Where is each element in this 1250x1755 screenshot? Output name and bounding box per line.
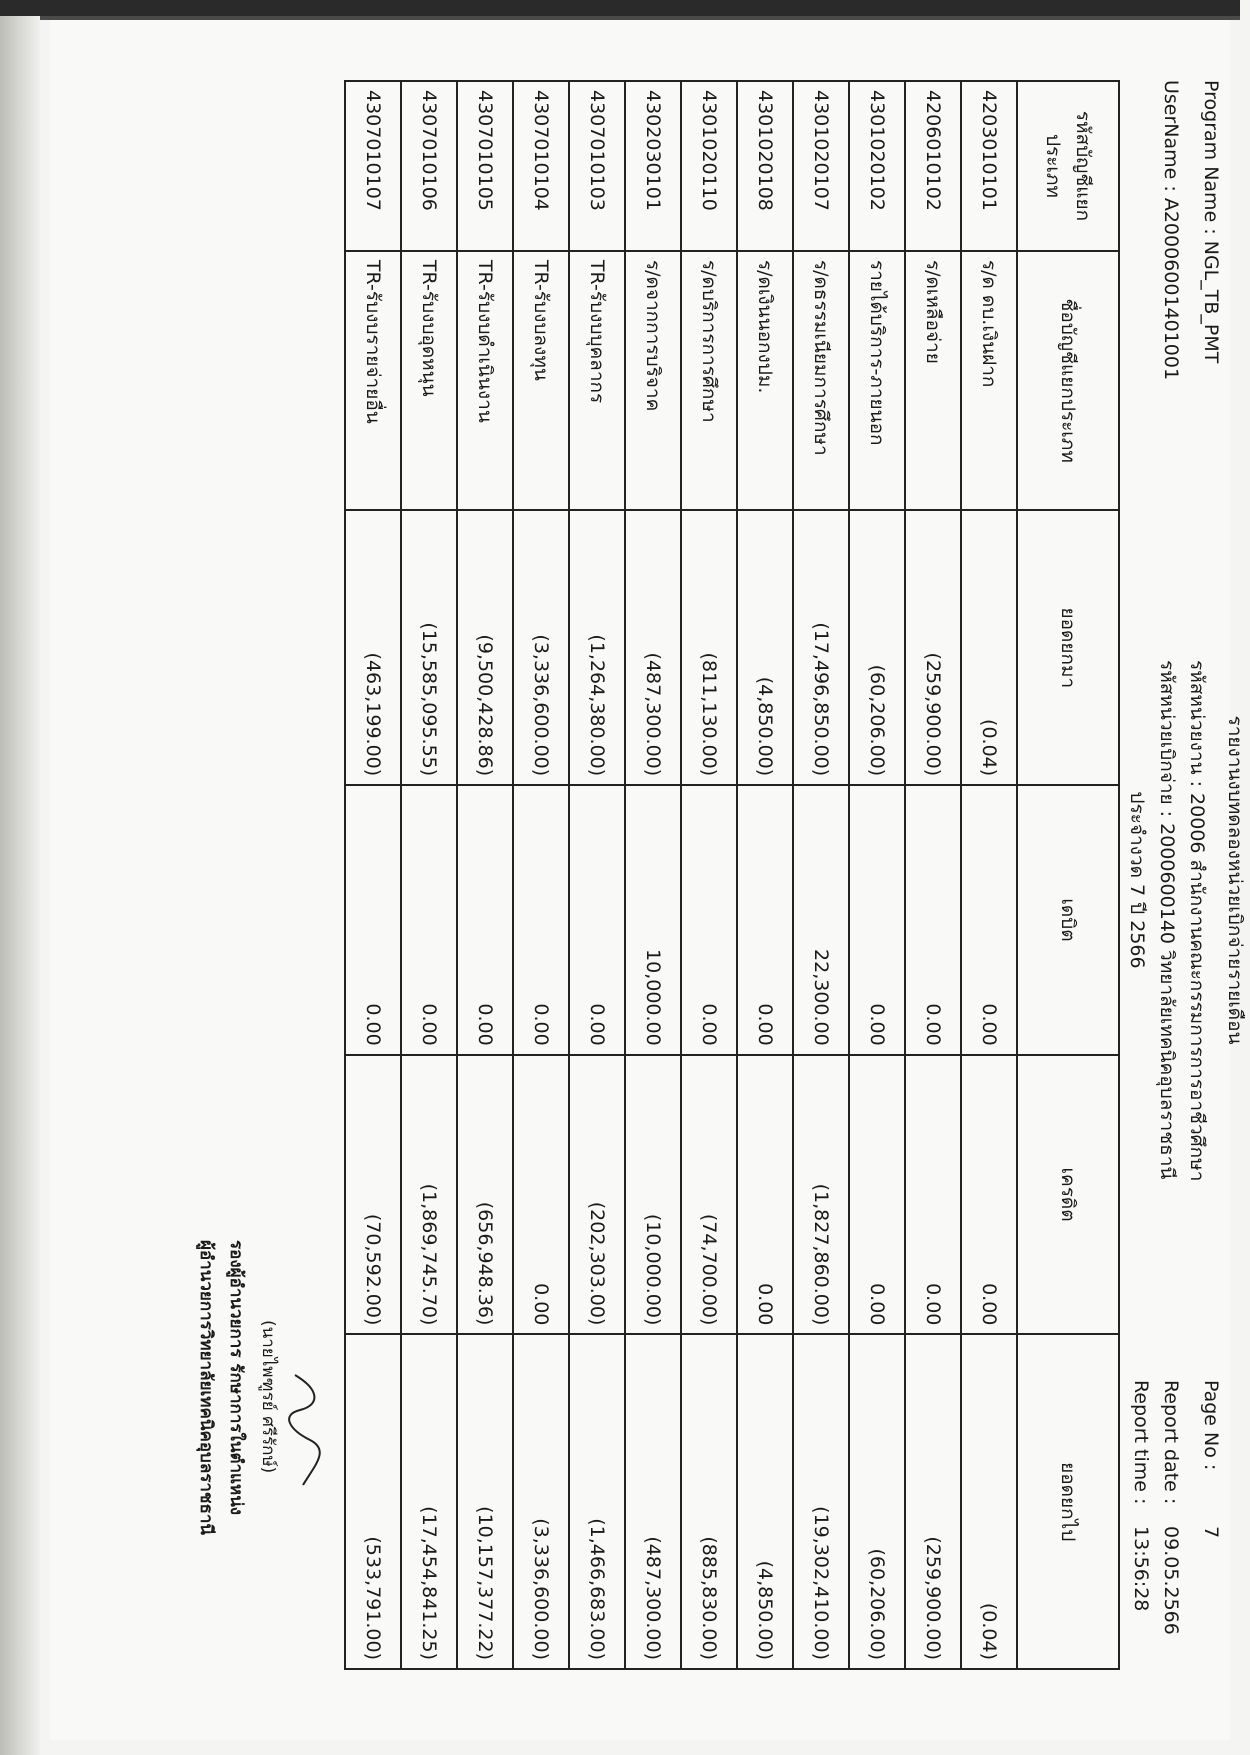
agency-line: รหัสหน่วยงาน : 20006 สำนักงานคณะกรรมการการอาชีวศึกษา [1186, 660, 1208, 1182]
closing-balance-cell: (533,791.00) [345, 1334, 401, 1669]
scan-top-edge [0, 0, 1240, 16]
closing-balance-cell: (1,466,683.00) [569, 1334, 625, 1669]
closing-balance-cell: (60,206.00) [849, 1334, 905, 1669]
account-code-cell: 4206010102 [905, 81, 961, 251]
credit-cell: 0.00 [849, 1055, 905, 1335]
account-code-cell: 4203010101 [961, 81, 1017, 251]
account-name-cell: TR-รับงบอุดหนุน [401, 251, 457, 511]
debit-cell: 0.00 [681, 785, 737, 1055]
account-name-cell: ร/ดบริการการศึกษา [681, 251, 737, 511]
document-page [50, 20, 1246, 1740]
user-name: UserName : A20006001401001 [1160, 80, 1182, 381]
opening-balance-cell: (463,199.00) [345, 510, 401, 785]
debit-cell: 0.00 [961, 785, 1017, 1055]
opening-balance-cell: (487,300.00) [625, 510, 681, 785]
opening-balance-cell: (4,850.00) [737, 510, 793, 785]
opening-balance-cell: (259,900.00) [905, 510, 961, 785]
debit-cell: 0.00 [905, 785, 961, 1055]
disbursing-unit-line: รหัสหน่วยเบิกจ่าย : 2000600140 วิทยาลัยเทคนิคอุบลราชธานี [1156, 660, 1178, 1180]
credit-cell: (1,869,745.70) [401, 1055, 457, 1335]
closing-balance-cell: (17,454,841.25) [401, 1334, 457, 1669]
report-date-value: 09.05.2566 [1160, 1526, 1182, 1635]
opening-balance-cell: (60,206.00) [849, 510, 905, 785]
account-code-cell: 4307010107 [345, 81, 401, 251]
credit-cell: (1,827,860.00) [793, 1055, 849, 1335]
page-no-value: 7 [1200, 1526, 1222, 1539]
signer-position-1: รองผู้อำนวยการ รักษาการในตำแหน่ง [226, 1240, 246, 1516]
account-code-cell: 4307010106 [401, 81, 457, 251]
credit-cell: 0.00 [513, 1055, 569, 1335]
account-code-cell: 4301020108 [737, 81, 793, 251]
closing-balance-cell: (10,157,377.22) [457, 1334, 513, 1669]
debit-cell: 0.00 [457, 785, 513, 1055]
closing-balance-cell: (0.04) [961, 1334, 1017, 1669]
table-row [961, 81, 1017, 1669]
account-name-cell: รายได้บริการ-ภายนอก [849, 251, 905, 511]
table-row [513, 81, 569, 1669]
debit-cell: 22,300.00 [793, 785, 849, 1055]
account-code-cell: 4301020110 [681, 81, 737, 251]
table-row [401, 81, 457, 1669]
opening-balance-cell: (9,500,428.86) [457, 510, 513, 785]
account-name-cell: ร/ดจากการบริจาค [625, 251, 681, 511]
table-header-row [1017, 81, 1119, 1669]
account-name-cell: ร/ดเงินนอกงปม. [737, 251, 793, 511]
table-row [793, 81, 849, 1669]
account-code-cell: 4307010105 [457, 81, 513, 251]
debit-cell: 0.00 [513, 785, 569, 1055]
credit-cell: (74,700.00) [681, 1055, 737, 1335]
account-code-cell: 4301020102 [849, 81, 905, 251]
header-debit: เดบิต [1017, 785, 1119, 1055]
credit-cell: (202,303.00) [569, 1055, 625, 1335]
account-name-cell: ร/ด ดบ.เงินฝาก [961, 251, 1017, 511]
account-name-cell: TR-รับงบดำเนินงาน [457, 251, 513, 511]
account-name-cell: ร/ดเหลือจ่าย [905, 251, 961, 511]
table-row [625, 81, 681, 1669]
account-code-cell: 4302030101 [625, 81, 681, 251]
program-name: Program Name : NGL_TB_PMT [1200, 80, 1222, 364]
debit-cell: 0.00 [737, 785, 793, 1055]
report-date [1160, 1380, 1182, 1635]
debit-cell: 0.00 [849, 785, 905, 1055]
credit-cell: 0.00 [737, 1055, 793, 1335]
rotated-report [80, 40, 1246, 1720]
report-time [1130, 1380, 1152, 1611]
header-account-code: รหัสบัญชีแยกประเภท [1017, 81, 1119, 251]
closing-balance-cell: (885,830.00) [681, 1334, 737, 1669]
opening-balance-cell: (0.04) [961, 510, 1017, 785]
credit-cell: 0.00 [961, 1055, 1017, 1335]
table-row [569, 81, 625, 1669]
opening-balance-cell: (15,585,095.55) [401, 510, 457, 785]
closing-balance-cell: (3,336,600.00) [513, 1334, 569, 1669]
table-row [345, 81, 401, 1669]
opening-balance-cell: (811,130.00) [681, 510, 737, 785]
closing-balance-cell: (19,302,410.00) [793, 1334, 849, 1669]
closing-balance-cell: (4,850.00) [737, 1334, 793, 1669]
scan-left-edge [0, 0, 40, 1755]
closing-balance-cell: (259,900.00) [905, 1334, 961, 1669]
signature-scrawl-icon [285, 1370, 325, 1490]
table-body [345, 81, 1017, 1669]
header-credit: เครดิต [1017, 1055, 1119, 1335]
closing-balance-cell: (487,300.00) [625, 1334, 681, 1669]
debit-cell: 0.00 [345, 785, 401, 1055]
table-row [737, 81, 793, 1669]
report-time-label: Report time : [1130, 1380, 1152, 1505]
credit-cell: (656,948.36) [457, 1055, 513, 1335]
opening-balance-cell: (3,336,600.00) [513, 510, 569, 785]
opening-balance-cell: (17,496,850.00) [793, 510, 849, 785]
report-title: รายงานงบทดลองหน่วยเบิกจ่ายรายเดือน [1224, 715, 1246, 1045]
credit-cell: (70,592.00) [345, 1055, 401, 1335]
account-name-cell: TR-รับงบรายจ่ายอื่น [345, 251, 401, 511]
report-date-label: Report date : [1160, 1380, 1182, 1505]
table-row [849, 81, 905, 1669]
debit-cell: 0.00 [569, 785, 625, 1055]
period-line: ประจำงวด 7 ปี 2566 [1126, 791, 1148, 969]
table-row [905, 81, 961, 1669]
page-no-label: Page No : [1200, 1380, 1222, 1471]
opening-balance-cell: (1,264,380.00) [569, 510, 625, 785]
report-time-value: 13:56:28 [1130, 1526, 1152, 1612]
account-code-cell: 4307010103 [569, 81, 625, 251]
account-code-cell: 4301020107 [793, 81, 849, 251]
credit-cell: 0.00 [905, 1055, 961, 1335]
header-opening-balance: ยอดยกมา [1017, 510, 1119, 785]
signer-name: (นายไพฑูรย์ ศรีรักษ์) [258, 1320, 278, 1474]
trial-balance-table [344, 80, 1120, 1670]
page-no [1200, 1380, 1222, 1538]
account-name-cell: TR-รับงบลงทุน [513, 251, 569, 511]
debit-cell: 0.00 [401, 785, 457, 1055]
debit-cell: 10,000.00 [625, 785, 681, 1055]
header-account-name: ชื่อบัญชีแยกประเภท [1017, 251, 1119, 511]
account-name-cell: ร/ดธรรมเนียมการศึกษา [793, 251, 849, 511]
credit-cell: (10,000.00) [625, 1055, 681, 1335]
account-code-cell: 4307010104 [513, 81, 569, 251]
table-row [457, 81, 513, 1669]
header-closing-balance: ยอดยกไป [1017, 1334, 1119, 1669]
signer-position-2: ผู้อำนวยการวิทยาลัยเทคนิคอุบลราชธานี [196, 1240, 216, 1536]
table-row [681, 81, 737, 1669]
account-name-cell: TR-รับงบบุคลากร [569, 251, 625, 511]
